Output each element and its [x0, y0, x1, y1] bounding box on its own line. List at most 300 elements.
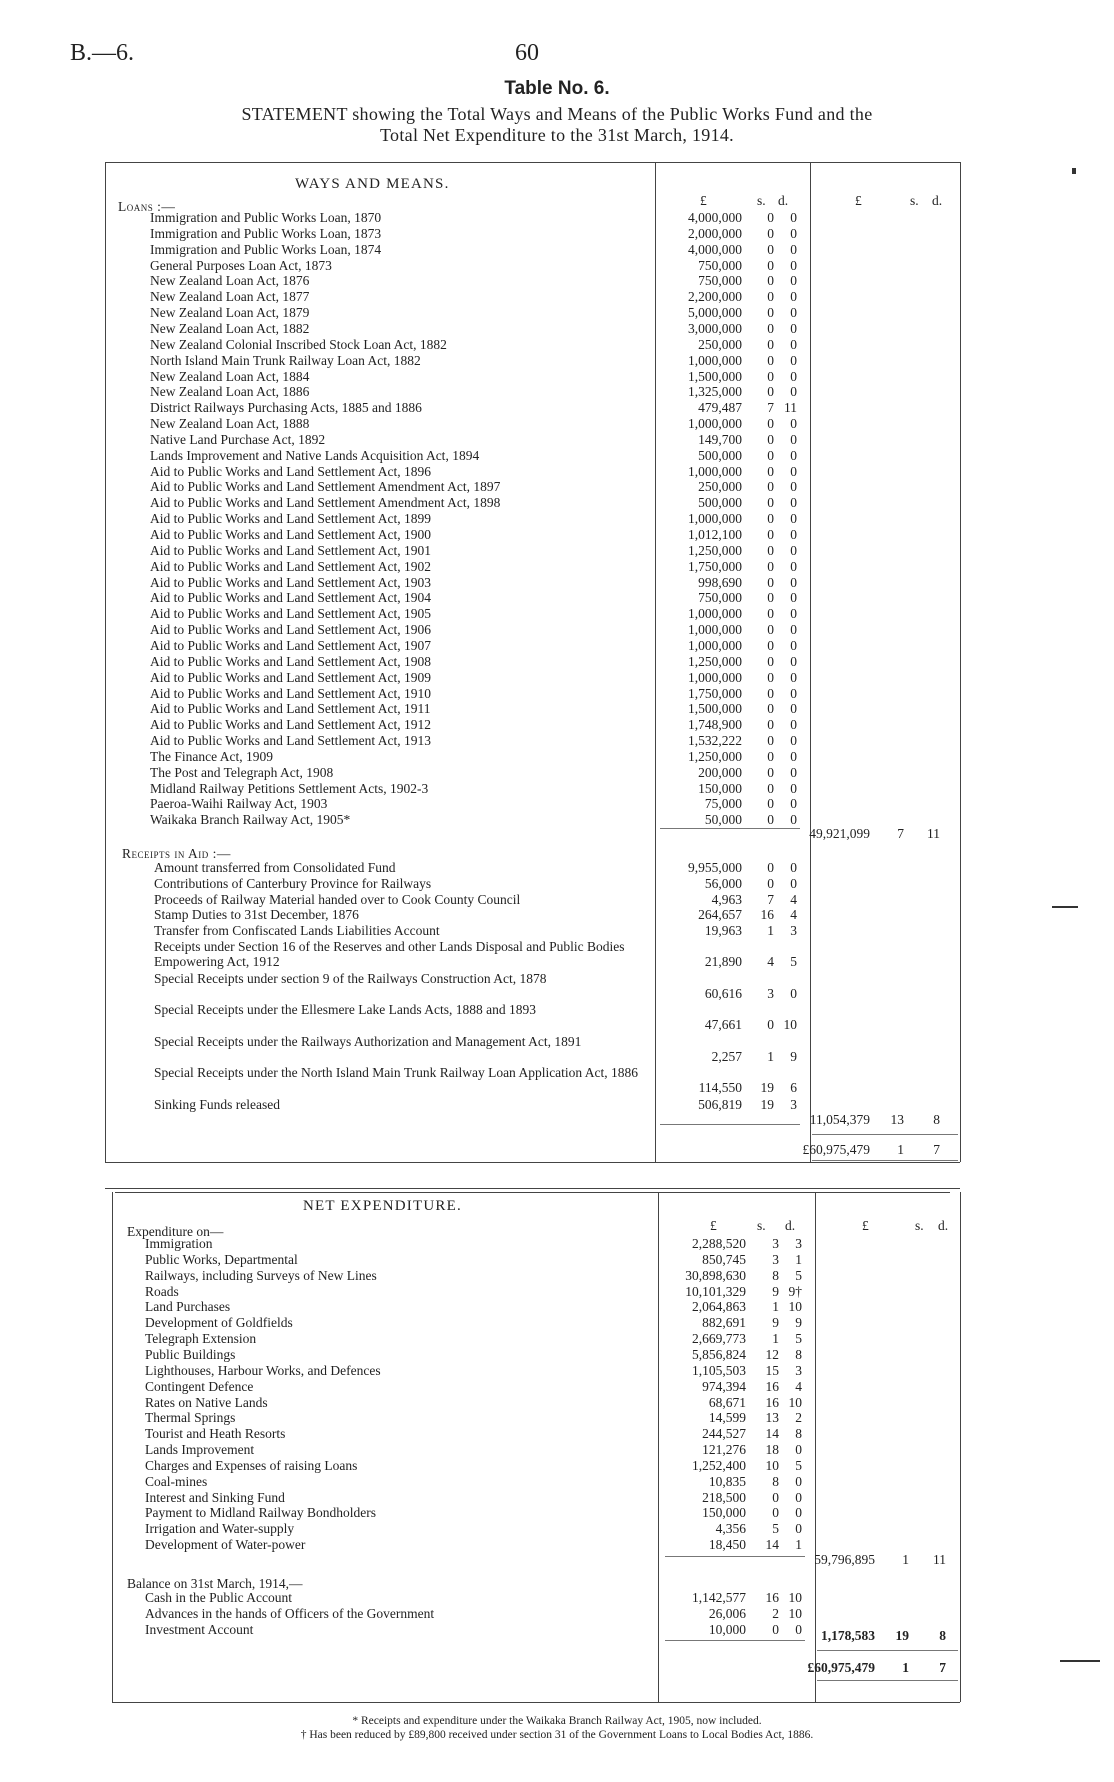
expenditure-label: Lands Improvement	[145, 1442, 255, 1458]
expenditure-label: Charges and Expenses of raising Loans	[145, 1457, 358, 1473]
expenditure-pounds: 850,745	[702, 1251, 746, 1267]
loan-row	[0, 495, 1114, 510]
balance-pounds: 10,000	[708, 1621, 746, 1637]
loan-shillings: 0	[767, 495, 774, 511]
balance-total	[0, 1628, 1114, 1644]
receipt-row	[0, 923, 1114, 938]
receipt-pounds: 114,550	[698, 1080, 742, 1096]
exp-col-s: s.	[757, 1218, 766, 1233]
expenditure-pounds: 974,394	[702, 1378, 746, 1394]
loan-pence: 0	[790, 527, 797, 542]
loan-row	[0, 353, 1114, 368]
balance-pence: 10	[788, 1590, 802, 1605]
loan-pounds: 4,000,000	[688, 241, 742, 257]
expenditure-shillings: 15	[765, 1362, 779, 1378]
expenditure-pounds: 14,599	[708, 1410, 746, 1426]
loan-pence: 0	[790, 733, 797, 749]
expenditure-total-pounds: 59,796,895	[814, 1552, 875, 1567]
ways-means-title: WAYS AND MEANS.	[295, 176, 450, 192]
loan-pounds: 4,000,000	[688, 210, 742, 225]
expenditure-row	[0, 1299, 1114, 1314]
loan-row	[0, 543, 1114, 558]
expenditure-pence: 9	[795, 1315, 802, 1331]
receipt-pounds: 47,661	[704, 1017, 742, 1033]
loan-label: Aid to Public Works and Land Settlement Amendment Act, 1898	[150, 495, 501, 511]
loan-pence: 0	[790, 511, 797, 527]
expenditure-row	[0, 1537, 1114, 1552]
expenditure-total-pence: 11	[933, 1552, 946, 1567]
loan-shillings: 0	[767, 447, 774, 463]
loan-shillings: 0	[767, 717, 774, 733]
loan-row	[0, 717, 1114, 732]
expenditure-pence: 3	[795, 1236, 802, 1251]
loan-label: Aid to Public Works and Land Settlement Act, 1906	[150, 622, 432, 638]
loan-label: Paeroa-Waihi Railway Act, 1903	[150, 796, 328, 812]
loan-row	[0, 654, 1114, 669]
loan-pounds: 1,532,222	[688, 733, 742, 749]
expenditure-row	[0, 1410, 1114, 1425]
loan-pounds: 1,748,900	[688, 717, 742, 733]
loan-row	[0, 749, 1114, 764]
loan-shillings: 0	[767, 479, 774, 495]
loan-shillings: 0	[767, 431, 774, 447]
loan-label: Aid to Public Works and Land Settlement Act, 1900	[150, 527, 432, 542]
receipt-shillings: 3	[767, 985, 774, 1001]
expenditure-pounds: 2,669,773	[692, 1331, 746, 1347]
loan-label: The Post and Telegraph Act, 1908	[150, 764, 334, 780]
loan-pounds: 500,000	[698, 495, 742, 511]
loan-pence: 0	[790, 717, 797, 733]
loan-pounds: 1,500,000	[688, 701, 742, 717]
loan-pence: 0	[790, 685, 797, 701]
loan-pence: 0	[790, 431, 797, 447]
expenditure-pounds: 4,356	[715, 1521, 746, 1537]
expenditure-pounds: 18,450	[708, 1537, 746, 1553]
expenditure-row	[0, 1347, 1114, 1362]
expenditure-pounds: 1,105,503	[692, 1362, 746, 1378]
balance-pounds: 1,142,577	[692, 1590, 746, 1605]
loan-shillings: 0	[767, 764, 774, 780]
exp-col-d: d.	[785, 1218, 796, 1233]
receipt-shillings: 0	[767, 1017, 774, 1033]
receipt-shillings: 1	[767, 1048, 774, 1064]
loan-pounds: 150,000	[698, 780, 742, 796]
receipt-label: Amount transferred from Consolidated Fund	[154, 860, 396, 875]
expenditure-pence: 9†	[788, 1283, 802, 1299]
expenditure-pounds: 882,691	[702, 1315, 746, 1331]
receipt-pence: 6	[790, 1080, 797, 1096]
loans-total-shillings: 7	[897, 826, 904, 841]
receipt-pounds: 4,963	[711, 891, 742, 907]
expenditure-row	[0, 1363, 1114, 1378]
loan-shillings: 0	[767, 669, 774, 685]
loan-label: Aid to Public Works and Land Settlement Act, 1908	[150, 653, 432, 669]
loan-pounds: 1,325,000	[688, 384, 742, 400]
expenditure-row	[0, 1236, 1114, 1251]
loan-label: Aid to Public Works and Land Settlement Act, 1899	[150, 511, 432, 527]
expenditure-label: Land Purchases	[145, 1299, 231, 1315]
receipt-row	[0, 939, 1114, 969]
loan-label: Immigration and Public Works Loan, 1873	[150, 225, 382, 241]
loan-row	[0, 337, 1114, 352]
loan-shillings: 7	[767, 400, 774, 416]
loan-pence: 0	[790, 590, 797, 606]
loan-label: New Zealand Loan Act, 1879	[150, 305, 310, 321]
loan-label: Native Land Purchase Act, 1892	[150, 431, 326, 447]
loan-pence: 0	[790, 447, 797, 463]
loan-pounds: 2,200,000	[688, 289, 742, 305]
expenditure-total	[0, 1552, 1114, 1568]
receipt-shillings: 19	[760, 1080, 774, 1096]
loan-pounds: 5,000,000	[688, 305, 742, 321]
loan-row	[0, 416, 1114, 431]
loan-pounds: 998,690	[698, 574, 742, 590]
expenditure-shillings: 0	[772, 1505, 779, 1521]
expenditure-label: Development of Goldfields	[145, 1315, 293, 1331]
expenditure-row	[0, 1395, 1114, 1410]
expenditure-shillings: 14	[765, 1426, 779, 1442]
loan-pence: 0	[790, 336, 797, 352]
loan-shillings: 0	[767, 336, 774, 352]
receipt-pence: 4	[790, 907, 797, 923]
expenditure-pounds: 68,671	[708, 1394, 746, 1410]
loan-shillings: 0	[767, 320, 774, 336]
receipt-pence: 0	[790, 875, 797, 891]
expenditure-pence: 10	[788, 1394, 802, 1410]
loan-row	[0, 258, 1114, 273]
loan-label: Midland Railway Petitions Settlement Acts, 1902-3	[150, 780, 429, 796]
loan-shillings: 0	[767, 463, 774, 479]
receipt-shillings: 4	[767, 954, 774, 969]
receipt-pounds: 9,955,000	[688, 860, 742, 875]
loan-label: Aid to Public Works and Land Settlement Amendment Act, 1897	[150, 479, 501, 495]
loan-pounds: 3,000,000	[688, 320, 742, 336]
loan-row	[0, 384, 1114, 399]
loan-label: New Zealand Loan Act, 1876	[150, 273, 310, 289]
loan-label: Aid to Public Works and Land Settlement Act, 1909	[150, 669, 432, 685]
expenditure-row	[0, 1458, 1114, 1473]
balance-label: Advances in the hands of Officers of the Government	[145, 1605, 435, 1621]
ways-total-col-d: d.	[932, 193, 943, 208]
expenditure-row	[0, 1268, 1114, 1283]
receipt-pounds: 21,890	[704, 954, 742, 969]
loan-shillings: 0	[767, 241, 774, 257]
expenditure-pounds: 121,276	[702, 1442, 746, 1458]
expenditure-pence: 0	[795, 1442, 802, 1458]
loan-label: New Zealand Loan Act, 1884	[150, 368, 310, 384]
loan-label: Aid to Public Works and Land Settlement Act, 1901	[150, 542, 432, 558]
expenditure-pence: 5	[795, 1331, 802, 1347]
expenditure-pounds: 10,835	[708, 1473, 746, 1489]
loan-pounds: 1,250,000	[688, 542, 742, 558]
loan-pence: 0	[790, 812, 797, 828]
loan-shillings: 0	[767, 780, 774, 796]
receipt-row	[0, 876, 1114, 891]
expenditure-shillings: 1	[772, 1331, 779, 1347]
loan-row	[0, 701, 1114, 716]
loan-row	[0, 432, 1114, 447]
loan-pounds: 1,500,000	[688, 368, 742, 384]
loan-pounds: 1,000,000	[688, 416, 742, 432]
expenditure-label: Coal-mines	[145, 1473, 208, 1489]
expenditure-label: Public Works, Departmental	[145, 1251, 298, 1267]
expenditure-shillings: 8	[772, 1267, 779, 1283]
receipts-total	[0, 1112, 1114, 1128]
expenditure-shillings: 16	[765, 1378, 779, 1394]
loan-pence: 0	[790, 558, 797, 574]
receipt-label: Special Receipts under the Ellesmere Lake Lands Acts, 1888 and 1893	[154, 1002, 537, 1018]
loan-pence: 0	[790, 653, 797, 669]
expenditure-shillings: 5	[772, 1521, 779, 1537]
loan-pence: 0	[790, 241, 797, 257]
expenditure-label: Telegraph Extension	[145, 1331, 257, 1347]
receipt-label: Contributions of Canterbury Province for Railways	[154, 875, 432, 891]
expenditure-pence: 4	[795, 1378, 802, 1394]
loan-pounds: 1,012,100	[688, 527, 742, 542]
loan-shillings: 0	[767, 590, 774, 606]
loan-pounds: 1,000,000	[688, 352, 742, 368]
loan-shillings: 0	[767, 352, 774, 368]
receipts-total-pounds: 11,054,379	[809, 1112, 870, 1127]
loan-pence: 0	[790, 637, 797, 653]
loan-pence: 0	[790, 368, 797, 384]
expenditure-row	[0, 1379, 1114, 1394]
receipt-pence: 3	[790, 923, 797, 939]
loan-label: District Railways Purchasing Acts, 1885 and 1886	[150, 400, 422, 416]
balance-row	[0, 1590, 1114, 1605]
loan-pence: 0	[790, 352, 797, 368]
receipt-label: Proceeds of Railway Material handed over to Cook County Council	[154, 891, 521, 907]
expenditure-row	[0, 1442, 1114, 1457]
expenditure-pounds: 30,898,630	[685, 1267, 746, 1283]
expenditure-shillings: 10	[765, 1457, 779, 1473]
receipt-shillings: 7	[767, 891, 774, 907]
expenditure-grand-total-pounds: £60,975,479	[807, 1660, 875, 1675]
loan-pence: 0	[790, 669, 797, 685]
expenditure-label: Public Buildings	[145, 1346, 236, 1362]
loan-row	[0, 559, 1114, 574]
loan-pounds: 500,000	[698, 447, 742, 463]
expenditure-shillings: 3	[772, 1251, 779, 1267]
loan-pounds: 2,000,000	[688, 225, 742, 241]
receipt-pounds: 19,963	[704, 923, 742, 939]
receipt-shillings: 16	[760, 907, 774, 923]
ways-grand-total-pence: 7	[933, 1142, 940, 1157]
balance-pence: 0	[795, 1621, 802, 1637]
receipt-row	[0, 907, 1114, 922]
loan-label: New Zealand Colonial Inscribed Stock Loan Act, 1882	[150, 336, 447, 352]
balance-row	[0, 1606, 1114, 1621]
expenditure-shillings: 13	[765, 1410, 779, 1426]
loan-label: New Zealand Loan Act, 1882	[150, 320, 310, 336]
loan-pence: 0	[790, 210, 797, 225]
loans-total-pounds: 49,921,099	[809, 826, 870, 841]
expenditure-pence: 1	[795, 1251, 802, 1267]
loan-row	[0, 242, 1114, 257]
expenditure-row	[0, 1474, 1114, 1489]
loan-pounds: 200,000	[698, 764, 742, 780]
loan-row	[0, 590, 1114, 605]
loan-pounds: 75,000	[704, 796, 742, 812]
loan-row	[0, 273, 1114, 288]
loan-row	[0, 321, 1114, 336]
expenditure-label: Lighthouses, Harbour Works, and Defences	[145, 1362, 381, 1378]
expenditure-pence: 0	[795, 1521, 802, 1537]
loan-pence: 0	[790, 320, 797, 336]
loan-row	[0, 305, 1114, 320]
receipt-pence: 10	[783, 1017, 797, 1033]
loan-row	[0, 226, 1114, 241]
balance-total-pounds: 1,178,583	[821, 1628, 875, 1643]
receipt-shillings: 0	[767, 875, 774, 891]
expenditure-shillings: 9	[772, 1315, 779, 1331]
expenditure-label: Roads	[145, 1283, 179, 1299]
expenditure-total-shillings: 1	[902, 1552, 909, 1567]
loan-label: Aid to Public Works and Land Settlement Act, 1911	[150, 701, 431, 717]
loan-label: Waikaka Branch Railway Act, 1905*	[150, 812, 351, 828]
loan-shillings: 0	[767, 812, 774, 828]
loan-shillings: 0	[767, 733, 774, 749]
loan-pounds: 750,000	[698, 257, 742, 273]
loan-pounds: 1,000,000	[688, 669, 742, 685]
expenditure-grand-total-pence: 7	[939, 1660, 946, 1675]
receipt-pounds: 506,819	[698, 1097, 742, 1112]
expenditure-label: Development of Water-power	[145, 1537, 306, 1553]
loan-row	[0, 369, 1114, 384]
receipt-label: Transfer from Confiscated Lands Liabilities Account	[154, 923, 440, 939]
loan-row	[0, 479, 1114, 494]
loan-pounds: 250,000	[698, 336, 742, 352]
loan-label: North Island Main Trunk Railway Loan Act, 1882	[150, 352, 421, 368]
balance-shillings: 16	[765, 1590, 779, 1605]
loan-pence: 0	[790, 780, 797, 796]
expenditure-shillings: 9	[772, 1283, 779, 1299]
receipt-label: Special Receipts under section 9 of the Railways Construction Act, 1878	[154, 970, 547, 986]
loan-pounds: 50,000	[704, 812, 742, 828]
expenditure-grand-total-shillings: 1	[902, 1660, 909, 1675]
receipt-row	[0, 1002, 1114, 1032]
loan-shillings: 0	[767, 384, 774, 400]
loan-pence: 0	[790, 574, 797, 590]
expenditure-shillings: 12	[765, 1346, 779, 1362]
expenditure-row	[0, 1284, 1114, 1299]
loan-pence: 11	[784, 400, 797, 416]
loan-label: New Zealand Loan Act, 1886	[150, 384, 310, 400]
loan-label: New Zealand Loan Act, 1888	[150, 416, 310, 432]
expenditure-pence: 5	[795, 1267, 802, 1283]
expenditure-pounds: 150,000	[702, 1505, 746, 1521]
expenditure-row	[0, 1426, 1114, 1441]
loan-pounds: 750,000	[698, 273, 742, 289]
loan-pounds: 1,000,000	[688, 606, 742, 622]
document-code: B.—6.	[70, 40, 135, 66]
loan-shillings: 0	[767, 416, 774, 432]
loan-pounds: 1,750,000	[688, 558, 742, 574]
receipt-shillings: 0	[767, 860, 774, 875]
loan-shillings: 0	[767, 305, 774, 321]
loan-row	[0, 733, 1114, 748]
loan-pence: 0	[790, 796, 797, 812]
exp-total-col-pound: £	[862, 1218, 869, 1233]
expenditure-pence: 1	[795, 1537, 802, 1553]
expenditure-pounds: 2,288,520	[692, 1236, 746, 1251]
loan-pounds: 1,750,000	[688, 685, 742, 701]
expenditure-pounds: 10,101,329	[685, 1283, 746, 1299]
receipt-pence: 0	[790, 985, 797, 1001]
loan-label: Aid to Public Works and Land Settlement Act, 1896	[150, 463, 432, 479]
loan-pence: 0	[790, 748, 797, 764]
receipts-total-pence: 8	[933, 1112, 940, 1127]
balance-label: Investment Account	[145, 1621, 254, 1637]
ways-total-col-s: s.	[910, 193, 919, 208]
receipt-label: Special Receipts under the North Island Main Trunk Railway Loan Application Act, 1886	[154, 1065, 639, 1081]
balance-label: Cash in the Public Account	[145, 1590, 292, 1605]
loan-shillings: 0	[767, 210, 774, 225]
loan-row	[0, 575, 1114, 590]
expenditure-grand-total	[0, 1660, 1114, 1676]
loan-shillings: 0	[767, 225, 774, 241]
loan-shillings: 0	[767, 257, 774, 273]
receipt-pounds: 60,616	[704, 985, 742, 1001]
statement-heading	[100, 104, 1014, 146]
statement-line-2: Total Net Expenditure to the 31st March, 1914.	[380, 125, 734, 145]
expenditure-label: Railways, including Surveys of New Lines	[145, 1267, 377, 1283]
margin-mark	[1072, 168, 1076, 174]
loan-pounds: 1,250,000	[688, 748, 742, 764]
loan-label: Aid to Public Works and Land Settlement Act, 1905	[150, 606, 432, 622]
balance-pence: 10	[788, 1605, 802, 1621]
loan-shillings: 0	[767, 637, 774, 653]
balance-shillings: 2	[772, 1605, 779, 1621]
balance-total-pence: 8	[939, 1628, 946, 1643]
loan-shillings: 0	[767, 542, 774, 558]
loan-label: Lands Improvement and Native Lands Acquisition Act, 1894	[150, 447, 480, 463]
loan-pounds: 149,700	[698, 431, 742, 447]
expenditure-pence: 0	[795, 1489, 802, 1505]
exp-total-col-s: s.	[915, 1218, 924, 1233]
receipt-pounds: 56,000	[704, 875, 742, 891]
loan-pounds: 1,000,000	[688, 511, 742, 527]
loan-pence: 0	[790, 384, 797, 400]
loan-shillings: 0	[767, 289, 774, 305]
loan-label: Aid to Public Works and Land Settlement Act, 1902	[150, 558, 432, 574]
balance-shillings: 0	[772, 1621, 779, 1637]
loan-shillings: 0	[767, 558, 774, 574]
ways-grand-total-pounds: £60,975,479	[802, 1142, 870, 1157]
loan-label: Immigration and Public Works Loan, 1874	[150, 241, 382, 257]
receipt-row	[0, 1065, 1114, 1095]
loan-pence: 0	[790, 257, 797, 273]
expenditure-pounds: 5,856,824	[692, 1346, 746, 1362]
expenditure-label: Contingent Defence	[145, 1378, 254, 1394]
loan-shillings: 0	[767, 685, 774, 701]
expenditure-shillings: 18	[765, 1442, 779, 1458]
loan-row	[0, 511, 1114, 526]
loan-label: General Purposes Loan Act, 1873	[150, 257, 332, 273]
receipt-label: Stamp Duties to 31st December, 1876	[154, 907, 359, 923]
receipt-shillings: 19	[760, 1097, 774, 1112]
receipt-label: Sinking Funds released	[154, 1097, 280, 1112]
net-expenditure-title: NET EXPENDITURE.	[303, 1198, 462, 1214]
expenditure-shillings: 14	[765, 1537, 779, 1553]
receipt-pence: 9	[790, 1048, 797, 1064]
balance-pounds: 26,006	[708, 1605, 746, 1621]
loan-pence: 0	[790, 495, 797, 511]
expenditure-row	[0, 1505, 1114, 1520]
receipt-pounds: 264,657	[698, 907, 742, 923]
expenditure-row	[0, 1331, 1114, 1346]
loan-label: Aid to Public Works and Land Settlement Act, 1904	[150, 590, 432, 606]
